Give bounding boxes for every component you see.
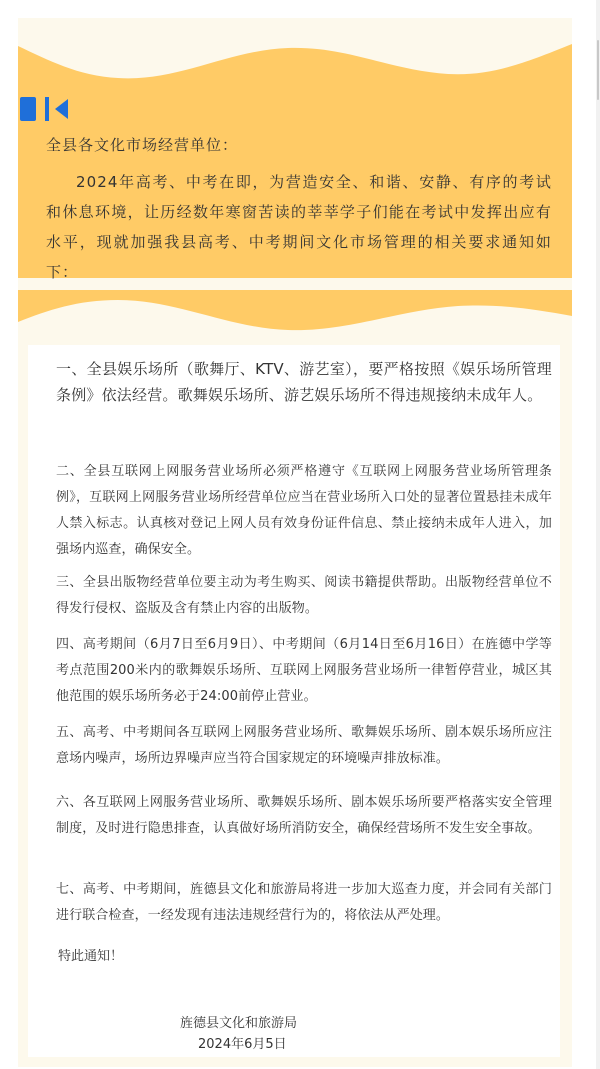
salutation: 全县各文化市场经营单位： (46, 136, 239, 154)
scrollbar-thumb[interactable] (597, 40, 599, 100)
section-divider-wave (18, 286, 572, 344)
notice-item-2: 二、全县互联网上网服务营业场所必须严格遵守《互联网上网服务营业场所管理条例》，互联网上网服务营业场所经营单位应当在营业场所入口处的显著位置悬挂未成年人禁入标志。认真核对登记上网人员有效身份证件信息、禁止接纳未成年人进入，加强场内巡查，确保安全。 (56, 464, 552, 557)
closing-remark: 特此通知！ (58, 949, 124, 964)
notice-item-1: 一、全县娱乐场所（歌舞厅、KTV、游艺室），要严格按照《娱乐场所管理条例》依法经营。歌舞娱乐场所、游艺娱乐场所不得违规接纳未成年人。 (56, 360, 552, 404)
notice-item-4: 四、高考期间（6月7日至6月9日）、中考期间（6月14日至6月16日）在旌德中学等考点范围200米内的歌舞娱乐场所、互联网上网服务营业场所一律暂停营业，城区其他范围的娱乐场所务必于24:00前停止营业。 (56, 637, 552, 704)
scrollbar-track[interactable] (596, 0, 600, 1069)
notice-item-6: 六、各互联网上网服务营业场所、歌舞娱乐场所、剧本娱乐场所要严格落实安全管理制度，及时进行隐患排查，认真做好场所消防安全，确保经营场所不发生安全事故。 (56, 795, 552, 836)
notice-item-7: 七、高考、中考期间，旌德县文化和旅游局将进一步加大巡查力度，并会同有关部门进行联合检查，一经发现有违法违规经营行为的，将依法从严处理。 (56, 882, 552, 923)
signature-date: 2024年6月5日 (198, 1037, 287, 1052)
header-wave-decoration (18, 20, 572, 110)
play-marker-icon (20, 97, 80, 121)
notice-item-3: 三、全县出版物经营单位要主动为考生购买、阅读书籍提供帮助。出版物经营单位不得发行侵权、盗版及含有禁止内容的出版物。 (56, 575, 552, 616)
notice-item-5: 五、高考、中考期间各互联网上网服务营业场所、歌舞娱乐场所、剧本娱乐场所应注意场内噪声，场所边界噪声应当符合国家规定的环境噪声排放标准。 (56, 725, 552, 766)
signature-organization: 旌德县文化和旅游局 (180, 1016, 298, 1031)
intro-paragraph: 2024年高考、中考在即，为营造安全、和谐、安静、有序的考试和休息环境，让历经数年寒窗苦读的莘莘学子们能在考试中发挥出应有水平，现就加强我县高考、中考期间文化市场管理的相关要求通知如下： (46, 173, 552, 281)
